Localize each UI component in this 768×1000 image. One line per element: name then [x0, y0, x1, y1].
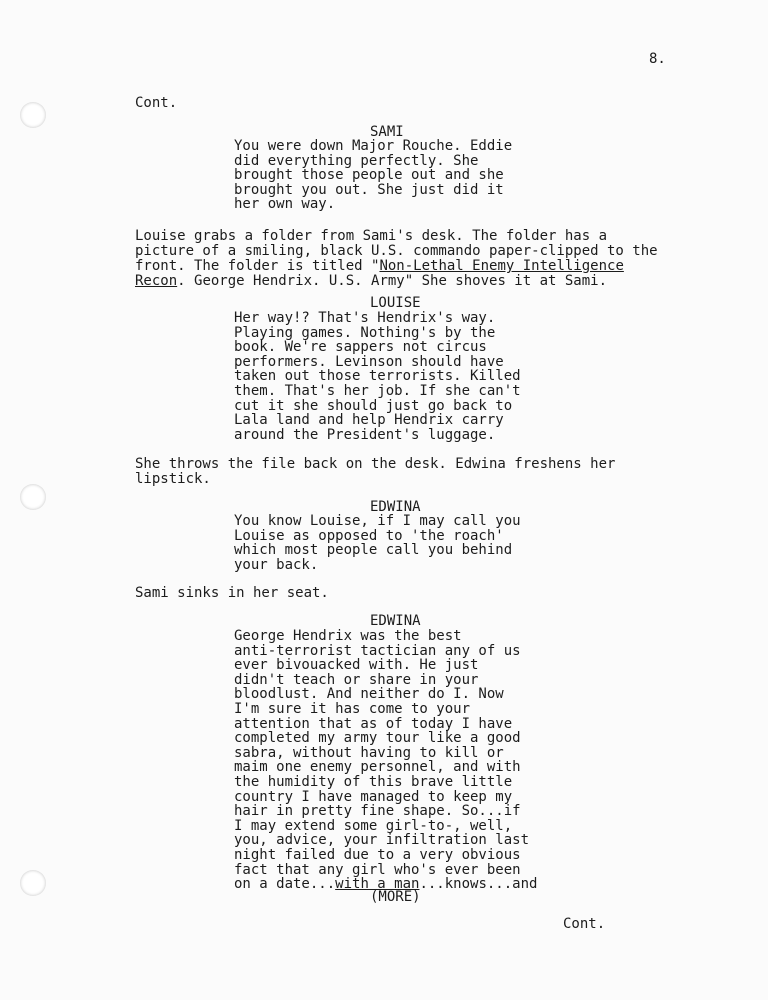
with-a-man-underlined: with a man [335, 876, 420, 893]
character-name-sami: SAMI [370, 124, 404, 140]
continued-marker-bottom: Cont. [563, 916, 606, 932]
dialogue-edwina-2-last-end: ...knows...and [419, 876, 538, 893]
character-name-louise: LOUISE [370, 295, 421, 311]
action-folder-text-end: . George Hendrix. U.S. Army" She shoves it at Sami. [177, 273, 608, 289]
dialogue-louise: Her way!? That's Hendrix's way. Playing games. Nothing's by the book. We're sappers not circus performers. Levinson should have taken out those terrorists. Killed them. That's her job. If she can't cut it she should just go back to Lala land and help Hendrix carry around the President's luggage. [234, 310, 521, 443]
dialogue-edwina-2 [234, 629, 574, 892]
binder-hole-middle [20, 484, 46, 510]
character-name-edwina-2: EDWINA [370, 613, 421, 629]
binder-hole-bottom [20, 870, 46, 896]
dialogue-edwina-2-last-start: on a date... [234, 876, 336, 893]
more-marker: (MORE) [370, 889, 421, 905]
action-folder-text: Louise grabs a folder from Sami's desk. The folder has a picture of a smiling, black U.S. commando paper-clipped to the front. The folder is titled " [135, 228, 658, 274]
action-sami-sinks: Sami sinks in her seat. [135, 585, 329, 601]
character-name-edwina-1: EDWINA [370, 499, 421, 515]
binder-hole-top [20, 102, 46, 128]
folder-title-underlined: Non-Lethal Enemy Intelligence Recon [135, 258, 624, 289]
dialogue-sami: You were down Major Rouche. Eddie did everything perfectly. She brought those people out and she brought you out. She just did it her own way. [234, 138, 513, 213]
action-throws-file: She throws the file back on the desk. Edwina freshens her lipstick. [135, 456, 616, 487]
dialogue-edwina-1: You know Louise, if I may call you Louise as opposed to 'the roach' which most people call you behind your back. [234, 513, 521, 573]
continued-marker-top: Cont. [135, 95, 178, 111]
action-folder [135, 229, 735, 289]
page-number: 8. [649, 51, 666, 67]
dialogue-edwina-2-text: George Hendrix was the best anti-terrorist tactician any of us ever bivouacked with. He just didn't teach or share in your bloodlust. And neither do I. Now I'm sure it has come to your attention that as of today I have completed my army tour like a good sabra, without having to kill or maim one enemy personnel, and with the humidity of this brave little country I have managed to keep my hair in pretty fine shape. So...if I may extend some girl-to-, well, you, advice, your infiltration last night failed due to a very obvious fact that any girl who's ever been [234, 628, 530, 878]
